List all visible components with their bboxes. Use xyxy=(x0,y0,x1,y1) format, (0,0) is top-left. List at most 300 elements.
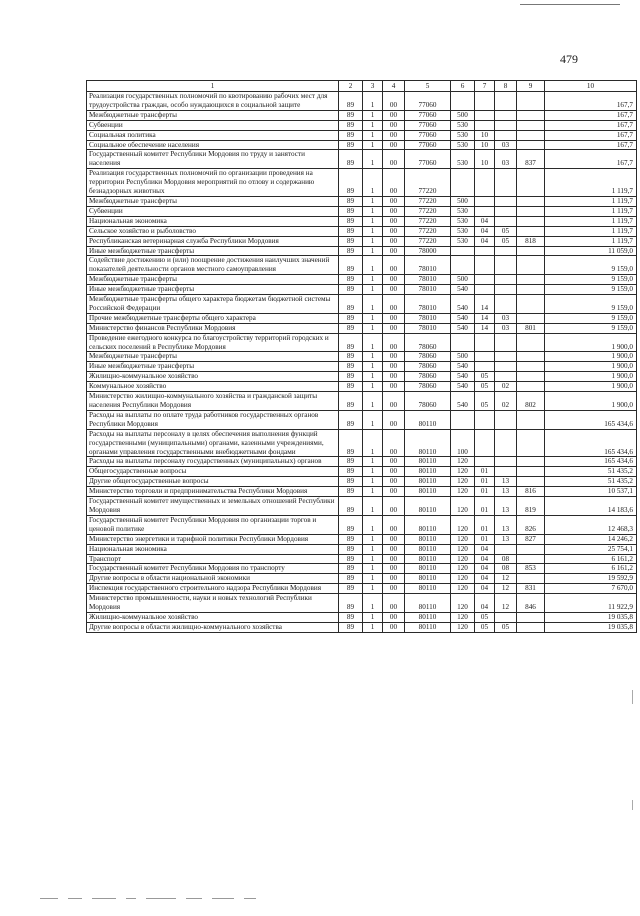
code-cell: 05 xyxy=(475,622,495,632)
code-cell xyxy=(517,313,545,323)
row-name-cell: Субвенции xyxy=(87,206,339,216)
code-cell: 05 xyxy=(475,612,495,622)
table-row xyxy=(87,382,637,392)
code-cell xyxy=(517,169,545,197)
row-name-cell: Иные межбюджетные трансферты xyxy=(87,362,339,372)
code-cell: 89 xyxy=(339,196,363,206)
code-cell xyxy=(517,206,545,216)
code-cell: 89 xyxy=(339,612,363,622)
table-row xyxy=(87,256,637,275)
code-cell xyxy=(517,196,545,206)
code-cell: 13 xyxy=(495,534,517,544)
code-cell: 03 xyxy=(495,140,517,150)
code-cell: 89 xyxy=(339,554,363,564)
row-name-cell: Инспекция государственного строительного надзора Республики Мордовия xyxy=(87,584,339,594)
code-cell: 77060 xyxy=(405,150,451,169)
budget-table xyxy=(86,80,637,633)
amount-cell: 19 035,8 xyxy=(545,622,637,632)
code-cell: 78010 xyxy=(405,295,451,314)
amount-cell: 1 119,7 xyxy=(545,226,637,236)
code-cell: 89 xyxy=(339,92,363,111)
code-cell: 80110 xyxy=(405,622,451,632)
code-cell: 00 xyxy=(383,323,405,333)
code-cell: 03 xyxy=(495,323,517,333)
code-cell: 89 xyxy=(339,169,363,197)
code-cell: 89 xyxy=(339,477,363,487)
amount-cell: 1 119,7 xyxy=(545,206,637,216)
code-cell: 89 xyxy=(339,382,363,392)
table-row xyxy=(87,622,637,632)
code-cell: 89 xyxy=(339,622,363,632)
code-cell: 00 xyxy=(383,352,405,362)
code-cell: 120 xyxy=(451,612,475,622)
row-name-cell: Министерство энергетики и тарифной политики Республики Мордовия xyxy=(87,534,339,544)
code-cell: 00 xyxy=(383,564,405,574)
code-cell: 540 xyxy=(451,372,475,382)
code-cell: 1 xyxy=(363,584,383,594)
code-cell: 14 xyxy=(475,313,495,323)
code-cell: 846 xyxy=(517,594,545,613)
code-cell: 802 xyxy=(517,392,545,411)
code-cell: 80110 xyxy=(405,564,451,574)
code-cell: 120 xyxy=(451,622,475,632)
code-cell: 08 xyxy=(495,564,517,574)
table-row xyxy=(87,333,637,352)
code-cell xyxy=(517,295,545,314)
table-row xyxy=(87,410,637,429)
code-cell xyxy=(475,429,495,457)
code-cell: 1 xyxy=(363,275,383,285)
code-cell: 120 xyxy=(451,515,475,534)
column-header: 9 xyxy=(517,81,545,92)
code-cell xyxy=(495,352,517,362)
code-cell xyxy=(495,612,517,622)
amount-cell: 9 159,0 xyxy=(545,256,637,275)
code-cell: 120 xyxy=(451,594,475,613)
code-cell: 05 xyxy=(475,382,495,392)
code-cell: 77060 xyxy=(405,92,451,111)
code-cell: 08 xyxy=(495,554,517,564)
amount-cell: 165 434,6 xyxy=(545,429,637,457)
table-row xyxy=(87,140,637,150)
code-cell: 89 xyxy=(339,120,363,130)
code-cell: 89 xyxy=(339,295,363,314)
row-name-cell: Межбюджетные трансферты общего характера бюджетам бюджетной системы Российской Федерации xyxy=(87,295,339,314)
code-cell: 1 xyxy=(363,140,383,150)
code-cell xyxy=(495,196,517,206)
table-header xyxy=(87,81,637,92)
code-cell xyxy=(475,410,495,429)
table-row xyxy=(87,467,637,477)
code-cell: 01 xyxy=(475,534,495,544)
code-cell: 1 xyxy=(363,110,383,120)
amount-cell: 7 670,0 xyxy=(545,584,637,594)
table-row xyxy=(87,429,637,457)
code-cell xyxy=(495,130,517,140)
code-cell xyxy=(475,246,495,256)
amount-cell: 9 159,0 xyxy=(545,285,637,295)
code-cell: 77060 xyxy=(405,130,451,140)
code-cell: 04 xyxy=(475,236,495,246)
code-cell: 00 xyxy=(383,313,405,323)
code-cell: 78060 xyxy=(405,352,451,362)
code-cell: 530 xyxy=(451,216,475,226)
code-cell: 04 xyxy=(475,564,495,574)
code-cell: 831 xyxy=(517,584,545,594)
code-cell: 13 xyxy=(495,487,517,497)
code-cell: 540 xyxy=(451,362,475,372)
row-name-cell: Национальная экономика xyxy=(87,544,339,554)
code-cell xyxy=(451,92,475,111)
row-name-cell: Государственный комитет имущественных и земельных отношений Республики Мордовия xyxy=(87,497,339,516)
code-cell: 1 xyxy=(363,313,383,323)
code-cell xyxy=(517,333,545,352)
code-cell: 80110 xyxy=(405,574,451,584)
code-cell: 1 xyxy=(363,574,383,584)
table-row xyxy=(87,574,637,584)
code-cell: 80110 xyxy=(405,534,451,544)
code-cell: 00 xyxy=(383,392,405,411)
code-cell: 1 xyxy=(363,236,383,246)
code-cell: 03 xyxy=(495,313,517,323)
code-cell: 89 xyxy=(339,594,363,613)
code-cell xyxy=(517,92,545,111)
table-row xyxy=(87,226,637,236)
code-cell: 00 xyxy=(383,226,405,236)
code-cell: 77220 xyxy=(405,196,451,206)
table-row xyxy=(87,584,637,594)
code-cell: 120 xyxy=(451,467,475,477)
code-cell: 00 xyxy=(383,382,405,392)
row-name-cell: Сельское хозяйство и рыболовство xyxy=(87,226,339,236)
code-cell xyxy=(451,256,475,275)
table-row xyxy=(87,110,637,120)
code-cell: 80110 xyxy=(405,497,451,516)
code-cell: 120 xyxy=(451,477,475,487)
amount-cell: 9 159,0 xyxy=(545,295,637,314)
code-cell: 1 xyxy=(363,333,383,352)
code-cell: 78060 xyxy=(405,333,451,352)
code-cell: 05 xyxy=(495,622,517,632)
amount-cell: 9 159,0 xyxy=(545,323,637,333)
code-cell: 00 xyxy=(383,130,405,140)
code-cell: 540 xyxy=(451,285,475,295)
code-cell: 120 xyxy=(451,584,475,594)
code-cell xyxy=(517,574,545,584)
code-cell: 12 xyxy=(495,594,517,613)
row-name-cell: Министерство промышленности, науки и новых технологий Республики Мордовия xyxy=(87,594,339,613)
code-cell: 04 xyxy=(475,216,495,226)
amount-cell: 1 119,7 xyxy=(545,236,637,246)
code-cell xyxy=(517,622,545,632)
row-name-cell: Государственный комитет Республики Мордовия по организации торгов и ценовой политике xyxy=(87,515,339,534)
code-cell: 1 xyxy=(363,226,383,236)
code-cell xyxy=(517,256,545,275)
code-cell xyxy=(495,429,517,457)
table-row xyxy=(87,313,637,323)
code-cell: 80110 xyxy=(405,467,451,477)
column-header: 3 xyxy=(363,81,383,92)
code-cell: 89 xyxy=(339,333,363,352)
row-name-cell: Жилищно-коммунальное хозяйство xyxy=(87,612,339,622)
row-name-cell: Государственный комитет Республики Мордовия по транспорту xyxy=(87,564,339,574)
row-name-cell: Другие общегосударственные вопросы xyxy=(87,477,339,487)
column-header: 1 xyxy=(87,81,339,92)
code-cell: 1 xyxy=(363,295,383,314)
row-name-cell: Другие вопросы в области жилищно-коммунального хозяйства xyxy=(87,622,339,632)
table-row xyxy=(87,285,637,295)
code-cell: 89 xyxy=(339,206,363,216)
code-cell: 1 xyxy=(363,216,383,226)
code-cell: 80110 xyxy=(405,594,451,613)
row-name-cell: Другие вопросы в области национальной экономики xyxy=(87,574,339,584)
table-row xyxy=(87,477,637,487)
scan-artifact-line xyxy=(520,4,620,5)
code-cell: 89 xyxy=(339,150,363,169)
code-cell: 80110 xyxy=(405,487,451,497)
code-cell: 530 xyxy=(451,236,475,246)
column-header: 4 xyxy=(383,81,405,92)
code-cell: 00 xyxy=(383,150,405,169)
code-cell: 78010 xyxy=(405,313,451,323)
code-cell xyxy=(475,285,495,295)
code-cell: 00 xyxy=(383,206,405,216)
table-row xyxy=(87,295,637,314)
amount-cell: 14 183,6 xyxy=(545,497,637,516)
code-cell: 1 xyxy=(363,92,383,111)
code-cell: 05 xyxy=(495,236,517,246)
table-body xyxy=(87,92,637,633)
code-cell xyxy=(517,477,545,487)
code-cell: 816 xyxy=(517,487,545,497)
code-cell: 04 xyxy=(475,554,495,564)
table-row xyxy=(87,554,637,564)
code-cell: 1 xyxy=(363,554,383,564)
code-cell: 04 xyxy=(475,544,495,554)
code-cell: 1 xyxy=(363,515,383,534)
code-cell: 14 xyxy=(475,295,495,314)
code-cell: 530 xyxy=(451,140,475,150)
row-name-cell: Содействие достижению и (или) поощрение достижения наилучших значений показателей деятельности органов местного самоуправления xyxy=(87,256,339,275)
code-cell: 837 xyxy=(517,150,545,169)
code-cell: 89 xyxy=(339,275,363,285)
code-cell: 10 xyxy=(475,130,495,140)
code-cell: 78060 xyxy=(405,392,451,411)
table-row xyxy=(87,120,637,130)
row-name-cell: Проведение ежегодного конкурса по благоустройству территорий городских и сельских поселений в Республике Мордовия xyxy=(87,333,339,352)
amount-cell: 1 900,0 xyxy=(545,352,637,362)
code-cell: 1 xyxy=(363,457,383,467)
code-cell: 00 xyxy=(383,333,405,352)
row-name-cell: Общегосударственные вопросы xyxy=(87,467,339,477)
code-cell: 1 xyxy=(363,352,383,362)
code-cell: 1 xyxy=(363,594,383,613)
code-cell: 00 xyxy=(383,92,405,111)
code-cell: 04 xyxy=(475,584,495,594)
row-name-cell: Коммунальное хозяйство xyxy=(87,382,339,392)
code-cell: 1 xyxy=(363,285,383,295)
row-name-cell: Министерство финансов Республики Мордовия xyxy=(87,323,339,333)
code-cell: 120 xyxy=(451,497,475,516)
code-cell xyxy=(475,362,495,372)
code-cell: 89 xyxy=(339,410,363,429)
code-cell: 1 xyxy=(363,497,383,516)
code-cell xyxy=(495,110,517,120)
code-cell: 1 xyxy=(363,382,383,392)
code-cell: 00 xyxy=(383,196,405,206)
table-row xyxy=(87,216,637,226)
code-cell: 89 xyxy=(339,362,363,372)
code-cell: 10 xyxy=(475,150,495,169)
table-row xyxy=(87,457,637,467)
amount-cell: 167,7 xyxy=(545,150,637,169)
code-cell: 78010 xyxy=(405,256,451,275)
code-cell: 540 xyxy=(451,313,475,323)
code-cell xyxy=(475,352,495,362)
code-cell xyxy=(517,275,545,285)
column-header: 5 xyxy=(405,81,451,92)
code-cell: 00 xyxy=(383,457,405,467)
code-cell: 1 xyxy=(363,323,383,333)
code-cell: 00 xyxy=(383,429,405,457)
code-cell: 89 xyxy=(339,110,363,120)
table-row xyxy=(87,275,637,285)
row-name-cell: Расходы на выплаты персоналу в целях обеспечения выполнения функций государственными (муниципальными) органами, казенными учреждениями, органами управления государственными внебюджетными фондами xyxy=(87,429,339,457)
code-cell: 78010 xyxy=(405,323,451,333)
code-cell: 89 xyxy=(339,352,363,362)
code-cell: 80110 xyxy=(405,457,451,467)
code-cell: 03 xyxy=(495,150,517,169)
code-cell xyxy=(517,362,545,372)
code-cell: 120 xyxy=(451,564,475,574)
code-cell: 1 xyxy=(363,362,383,372)
code-cell: 540 xyxy=(451,295,475,314)
code-cell: 77220 xyxy=(405,169,451,197)
code-cell: 1 xyxy=(363,564,383,574)
amount-cell: 6 161,2 xyxy=(545,554,637,564)
code-cell: 89 xyxy=(339,130,363,140)
margin-mark xyxy=(632,690,633,704)
code-cell: 1 xyxy=(363,150,383,169)
code-cell: 00 xyxy=(383,216,405,226)
code-cell xyxy=(495,216,517,226)
code-cell: 02 xyxy=(495,382,517,392)
code-cell xyxy=(475,110,495,120)
amount-cell: 167,7 xyxy=(545,110,637,120)
code-cell: 77220 xyxy=(405,206,451,216)
code-cell xyxy=(517,246,545,256)
code-cell: 00 xyxy=(383,372,405,382)
code-cell: 1 xyxy=(363,372,383,382)
code-cell: 89 xyxy=(339,256,363,275)
code-cell: 10 xyxy=(475,140,495,150)
code-cell xyxy=(517,352,545,362)
code-cell xyxy=(495,256,517,275)
code-cell: 77220 xyxy=(405,216,451,226)
code-cell: 1 xyxy=(363,196,383,206)
code-cell: 530 xyxy=(451,226,475,236)
code-cell: 120 xyxy=(451,534,475,544)
code-cell: 00 xyxy=(383,275,405,285)
code-cell: 78060 xyxy=(405,372,451,382)
code-cell: 826 xyxy=(517,515,545,534)
code-cell: 89 xyxy=(339,313,363,323)
code-cell xyxy=(495,246,517,256)
table-row xyxy=(87,169,637,197)
code-cell: 89 xyxy=(339,534,363,544)
amount-cell: 167,7 xyxy=(545,140,637,150)
code-cell: 00 xyxy=(383,169,405,197)
code-cell: 1 xyxy=(363,206,383,216)
code-cell: 13 xyxy=(495,515,517,534)
table-row xyxy=(87,534,637,544)
code-cell: 00 xyxy=(383,534,405,544)
code-cell xyxy=(517,130,545,140)
table-row xyxy=(87,92,637,111)
code-cell: 500 xyxy=(451,352,475,362)
code-cell xyxy=(475,256,495,275)
code-cell xyxy=(495,295,517,314)
code-cell xyxy=(495,92,517,111)
code-cell: 500 xyxy=(451,110,475,120)
table-row xyxy=(87,372,637,382)
row-name-cell: Межбюджетные трансферты xyxy=(87,196,339,206)
code-cell: 00 xyxy=(383,256,405,275)
code-cell: 01 xyxy=(475,467,495,477)
code-cell xyxy=(495,457,517,467)
code-cell xyxy=(517,410,545,429)
code-cell: 500 xyxy=(451,275,475,285)
column-header: 8 xyxy=(495,81,517,92)
amount-cell: 9 159,0 xyxy=(545,313,637,323)
code-cell xyxy=(495,333,517,352)
code-cell: 120 xyxy=(451,487,475,497)
code-cell: 89 xyxy=(339,323,363,333)
amount-cell: 25 754,1 xyxy=(545,544,637,554)
amount-cell: 1 900,0 xyxy=(545,392,637,411)
amount-cell: 165 434,6 xyxy=(545,457,637,467)
code-cell: 1 xyxy=(363,612,383,622)
code-cell: 00 xyxy=(383,236,405,246)
code-cell xyxy=(495,467,517,477)
code-cell: 12 xyxy=(495,584,517,594)
amount-cell: 167,7 xyxy=(545,92,637,111)
code-cell xyxy=(495,285,517,295)
amount-cell: 1 119,7 xyxy=(545,196,637,206)
code-cell: 00 xyxy=(383,120,405,130)
code-cell: 120 xyxy=(451,544,475,554)
code-cell: 00 xyxy=(383,140,405,150)
scan-artifact-footer xyxy=(40,898,600,900)
column-header: 2 xyxy=(339,81,363,92)
table-row xyxy=(87,612,637,622)
code-cell: 1 xyxy=(363,246,383,256)
code-cell: 89 xyxy=(339,564,363,574)
amount-cell: 51 435,2 xyxy=(545,477,637,487)
row-name-cell: Иные межбюджетные трансферты xyxy=(87,246,339,256)
code-cell: 89 xyxy=(339,467,363,477)
code-cell xyxy=(475,196,495,206)
code-cell: 89 xyxy=(339,226,363,236)
code-cell: 819 xyxy=(517,497,545,516)
amount-cell: 12 468,3 xyxy=(545,515,637,534)
code-cell: 00 xyxy=(383,295,405,314)
code-cell: 89 xyxy=(339,246,363,256)
code-cell xyxy=(451,169,475,197)
code-cell: 05 xyxy=(495,226,517,236)
table-row xyxy=(87,564,637,574)
row-name-cell: Социальное обеспечение населения xyxy=(87,140,339,150)
